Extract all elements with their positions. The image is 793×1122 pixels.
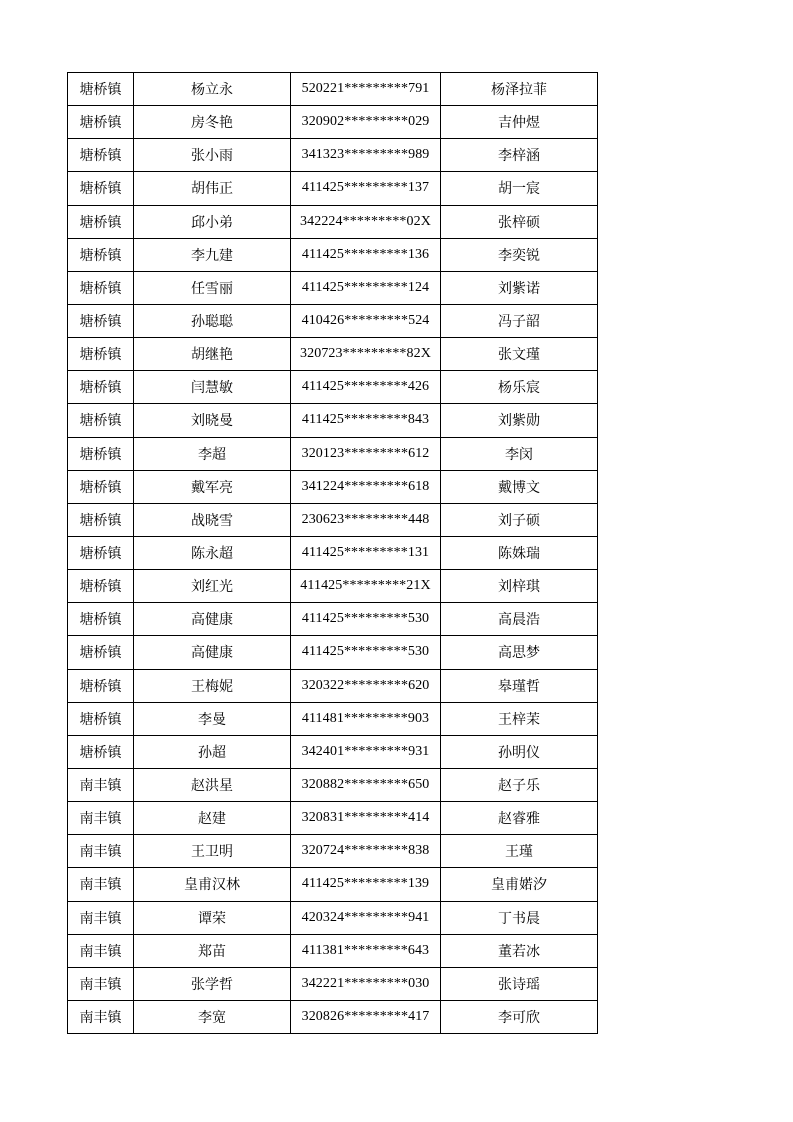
town-cell: 南丰镇 — [68, 934, 134, 967]
table-row — [68, 371, 598, 404]
id-number-cell: 411425*********139 — [291, 868, 441, 901]
parent-name-cell: 房冬艳 — [134, 106, 291, 139]
table-row — [68, 768, 598, 801]
town-cell: 塘桥镇 — [68, 371, 134, 404]
town-cell: 塘桥镇 — [68, 470, 134, 503]
table-row — [68, 536, 598, 569]
town-cell: 南丰镇 — [68, 967, 134, 1000]
table-row — [68, 503, 598, 536]
child-name-cell: 张文瑾 — [441, 338, 598, 371]
parent-name-cell: 任雪丽 — [134, 271, 291, 304]
parent-name-cell: 郑苗 — [134, 934, 291, 967]
table-row — [68, 437, 598, 470]
table-row — [68, 172, 598, 205]
child-name-cell: 杨泽拉菲 — [441, 73, 598, 106]
id-number-cell: 341323*********989 — [291, 139, 441, 172]
town-cell: 塘桥镇 — [68, 437, 134, 470]
table-row — [68, 73, 598, 106]
parent-name-cell: 陈永超 — [134, 536, 291, 569]
id-number-cell: 342401*********931 — [291, 735, 441, 768]
id-number-cell: 342221*********030 — [291, 967, 441, 1000]
table-row — [68, 205, 598, 238]
table-row — [68, 139, 598, 172]
parent-name-cell: 战晓雪 — [134, 503, 291, 536]
child-name-cell: 皋瑾哲 — [441, 669, 598, 702]
child-name-cell: 高思梦 — [441, 636, 598, 669]
table-row — [68, 1000, 598, 1033]
parent-name-cell: 高健康 — [134, 636, 291, 669]
town-cell: 塘桥镇 — [68, 404, 134, 437]
parent-name-cell: 张学哲 — [134, 967, 291, 1000]
child-name-cell: 王瑾 — [441, 835, 598, 868]
table-row — [68, 802, 598, 835]
table-row — [68, 669, 598, 702]
table-row — [68, 702, 598, 735]
id-number-cell: 411425*********124 — [291, 271, 441, 304]
town-cell: 塘桥镇 — [68, 570, 134, 603]
child-name-cell: 刘紫诺 — [441, 271, 598, 304]
table-row — [68, 271, 598, 304]
parent-name-cell: 胡继艳 — [134, 338, 291, 371]
town-cell: 塘桥镇 — [68, 669, 134, 702]
parent-name-cell: 王卫明 — [134, 835, 291, 868]
id-number-cell: 320902*********029 — [291, 106, 441, 139]
child-name-cell: 戴博文 — [441, 470, 598, 503]
id-number-cell: 411481*********903 — [291, 702, 441, 735]
child-name-cell: 吉仲煜 — [441, 106, 598, 139]
table-row — [68, 570, 598, 603]
table-row — [68, 835, 598, 868]
town-cell: 塘桥镇 — [68, 271, 134, 304]
table-row — [68, 304, 598, 337]
parent-name-cell: 李九建 — [134, 238, 291, 271]
child-name-cell: 李可欣 — [441, 1000, 598, 1033]
id-number-cell: 320826*********417 — [291, 1000, 441, 1033]
town-cell: 塘桥镇 — [68, 238, 134, 271]
table-row — [68, 470, 598, 503]
id-number-cell: 411425*********530 — [291, 636, 441, 669]
id-number-cell: 520221*********791 — [291, 73, 441, 106]
table-row — [68, 636, 598, 669]
child-name-cell: 刘梓琪 — [441, 570, 598, 603]
parent-name-cell: 刘晓曼 — [134, 404, 291, 437]
child-name-cell: 李奕锐 — [441, 238, 598, 271]
town-cell: 南丰镇 — [68, 868, 134, 901]
town-cell: 塘桥镇 — [68, 536, 134, 569]
child-name-cell: 赵子乐 — [441, 768, 598, 801]
town-cell: 塘桥镇 — [68, 205, 134, 238]
parent-name-cell: 李超 — [134, 437, 291, 470]
id-number-cell: 411381*********643 — [291, 934, 441, 967]
town-cell: 塘桥镇 — [68, 603, 134, 636]
table-row — [68, 901, 598, 934]
id-number-cell: 320723*********82X — [291, 338, 441, 371]
parent-name-cell: 谭荣 — [134, 901, 291, 934]
id-number-cell: 320322*********620 — [291, 669, 441, 702]
parent-name-cell: 杨立永 — [134, 73, 291, 106]
child-name-cell: 高晨浩 — [441, 603, 598, 636]
parent-name-cell: 邱小弟 — [134, 205, 291, 238]
id-number-cell: 342224*********02X — [291, 205, 441, 238]
table-row — [68, 735, 598, 768]
child-name-cell: 丁书晨 — [441, 901, 598, 934]
child-name-cell: 张诗瑶 — [441, 967, 598, 1000]
table-row — [68, 338, 598, 371]
id-number-cell: 320882*********650 — [291, 768, 441, 801]
parent-name-cell: 赵建 — [134, 802, 291, 835]
town-cell: 南丰镇 — [68, 802, 134, 835]
child-name-cell: 陈姝瑞 — [441, 536, 598, 569]
id-number-cell: 320724*********838 — [291, 835, 441, 868]
roster-table — [67, 72, 598, 1034]
child-name-cell: 孙明仪 — [441, 735, 598, 768]
parent-name-cell: 胡伟正 — [134, 172, 291, 205]
town-cell: 塘桥镇 — [68, 139, 134, 172]
town-cell: 塘桥镇 — [68, 304, 134, 337]
town-cell: 南丰镇 — [68, 901, 134, 934]
town-cell: 南丰镇 — [68, 768, 134, 801]
id-number-cell: 411425*********137 — [291, 172, 441, 205]
parent-name-cell: 李宽 — [134, 1000, 291, 1033]
table-row — [68, 967, 598, 1000]
child-name-cell: 冯子韶 — [441, 304, 598, 337]
child-name-cell: 董若冰 — [441, 934, 598, 967]
id-number-cell: 420324*********941 — [291, 901, 441, 934]
child-name-cell: 李闵 — [441, 437, 598, 470]
town-cell: 塘桥镇 — [68, 636, 134, 669]
child-name-cell: 皇甫婼汐 — [441, 868, 598, 901]
id-number-cell: 411425*********426 — [291, 371, 441, 404]
roster-table-body — [68, 73, 598, 1034]
town-cell: 塘桥镇 — [68, 702, 134, 735]
parent-name-cell: 闫慧敏 — [134, 371, 291, 404]
town-cell: 塘桥镇 — [68, 338, 134, 371]
table-row — [68, 603, 598, 636]
town-cell: 南丰镇 — [68, 1000, 134, 1033]
town-cell: 塘桥镇 — [68, 106, 134, 139]
parent-name-cell: 刘红光 — [134, 570, 291, 603]
town-cell: 塘桥镇 — [68, 172, 134, 205]
table-row — [68, 404, 598, 437]
child-name-cell: 刘子硕 — [441, 503, 598, 536]
table-row — [68, 934, 598, 967]
id-number-cell: 411425*********131 — [291, 536, 441, 569]
id-number-cell: 320123*********612 — [291, 437, 441, 470]
parent-name-cell: 皇甫汉林 — [134, 868, 291, 901]
id-number-cell: 410426*********524 — [291, 304, 441, 337]
parent-name-cell: 李曼 — [134, 702, 291, 735]
town-cell: 塘桥镇 — [68, 73, 134, 106]
child-name-cell: 刘紫勋 — [441, 404, 598, 437]
id-number-cell: 230623*********448 — [291, 503, 441, 536]
id-number-cell: 411425*********21X — [291, 570, 441, 603]
child-name-cell: 杨乐宸 — [441, 371, 598, 404]
town-cell: 南丰镇 — [68, 835, 134, 868]
id-number-cell: 411425*********843 — [291, 404, 441, 437]
parent-name-cell: 赵洪星 — [134, 768, 291, 801]
child-name-cell: 李梓涵 — [441, 139, 598, 172]
parent-name-cell: 孙聪聪 — [134, 304, 291, 337]
parent-name-cell: 高健康 — [134, 603, 291, 636]
id-number-cell: 411425*********530 — [291, 603, 441, 636]
parent-name-cell: 王梅妮 — [134, 669, 291, 702]
table-row — [68, 238, 598, 271]
parent-name-cell: 戴军亮 — [134, 470, 291, 503]
child-name-cell: 胡一宸 — [441, 172, 598, 205]
town-cell: 塘桥镇 — [68, 735, 134, 768]
town-cell: 塘桥镇 — [68, 503, 134, 536]
id-number-cell: 341224*********618 — [291, 470, 441, 503]
parent-name-cell: 张小雨 — [134, 139, 291, 172]
parent-name-cell: 孙超 — [134, 735, 291, 768]
child-name-cell: 张梓硕 — [441, 205, 598, 238]
id-number-cell: 411425*********136 — [291, 238, 441, 271]
table-row — [68, 106, 598, 139]
child-name-cell: 赵睿雅 — [441, 802, 598, 835]
table-row — [68, 868, 598, 901]
id-number-cell: 320831*********414 — [291, 802, 441, 835]
child-name-cell: 王梓茉 — [441, 702, 598, 735]
